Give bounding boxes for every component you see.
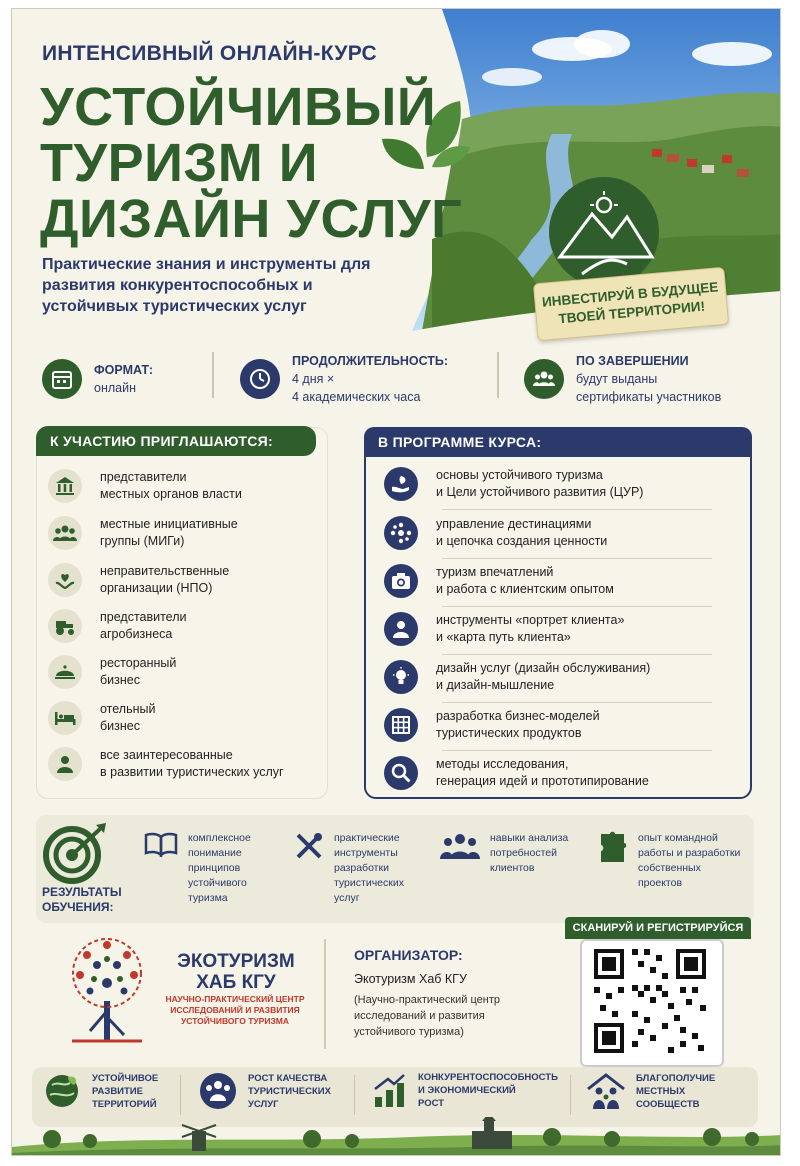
organizer-name: Экотуризм Хаб КГУ: [354, 972, 467, 986]
result-line: услуг: [334, 892, 360, 904]
item-line: неправительственные: [100, 564, 230, 578]
title-line: ДИЗАЙН УСЛУГ: [40, 189, 463, 249]
camera-icon: [384, 564, 418, 598]
result-line: инструменты: [334, 847, 398, 859]
duration-value-2: 4 академических часа: [292, 390, 421, 404]
item-line: основы устойчивого туризма: [436, 468, 603, 482]
item-line: и работа с клиентским опытом: [436, 582, 614, 596]
organizer-description: [354, 992, 544, 1040]
organizer-label: ОРГАНИЗАТОР:: [354, 947, 463, 963]
mountain-emblem-icon: [549, 177, 659, 287]
divider: [180, 1075, 181, 1115]
calendar-icon: [42, 359, 82, 399]
item-line: туристических продуктов: [436, 726, 582, 740]
network-icon: [384, 516, 418, 550]
item-line: ресторанный: [100, 656, 177, 670]
course-title: [40, 79, 462, 247]
list-item: [384, 564, 614, 598]
divider: [442, 702, 712, 703]
item-line: представители: [100, 610, 187, 624]
format-value: онлайн: [94, 381, 136, 395]
course-kicker: ИНТЕНСИВНЫЙ ОНЛАЙН-КУРС: [42, 42, 377, 65]
list-item: [48, 701, 155, 735]
divider: [497, 352, 499, 398]
hub-sub-line: НАУЧНО-ПРАКТИЧЕСКИЙ ЦЕНТР: [165, 994, 305, 1004]
result-line: комплексное: [188, 832, 251, 844]
cloche-icon: [48, 655, 82, 689]
result-line: понимание: [188, 847, 242, 859]
result-item: [598, 831, 740, 891]
hub-title-line: ЭКОТУРИЗМ: [177, 951, 295, 972]
result-line: клиентов: [490, 862, 535, 874]
divider: [442, 750, 712, 751]
hub-title-line: ХАБ КГУ: [196, 972, 276, 993]
list-item: [384, 756, 649, 790]
result-line: практические: [334, 832, 400, 844]
title-line: ТУРИЗМ И: [40, 133, 319, 193]
magnifier-icon: [384, 756, 418, 790]
hub-subtitle: [150, 994, 320, 1027]
item-line: и Цели устойчивого развития (ЦУР): [436, 485, 644, 499]
result-line: туристических: [334, 877, 404, 889]
hub-title: [166, 951, 306, 993]
tractor-icon: [48, 609, 82, 643]
benefit-line: РОСТ КАЧЕСТВА: [248, 1072, 328, 1084]
result-line: туризма: [188, 892, 228, 904]
result-item: [440, 831, 568, 876]
person-icon: [48, 747, 82, 781]
result-line: принципов: [188, 862, 241, 874]
divider: [570, 1075, 571, 1115]
benefit-line: ТУРИСТИЧЕСКИХ: [248, 1085, 331, 1097]
benefit-item: [198, 1071, 331, 1111]
benefit-line: СООБЩЕСТВ: [636, 1098, 700, 1110]
target-icon: [42, 821, 110, 885]
qr-code-image[interactable]: [582, 941, 718, 1061]
benefit-line: КОНКУРЕНТОСПОСОБНОСТЬ: [418, 1072, 558, 1083]
item-line: группы (МИГи): [100, 534, 185, 548]
group-icon: [48, 516, 82, 550]
results-title: [42, 885, 122, 915]
org-desc-line: (Научно-практический центр: [354, 994, 501, 1006]
hero-section: [12, 9, 781, 331]
benefit-item: [586, 1071, 715, 1111]
format-label: ФОРМАТ:: [94, 363, 154, 377]
result-line: навыки анализа: [490, 832, 569, 844]
list-item: [384, 516, 607, 550]
item-line: и «карта путь клиента»: [436, 630, 571, 644]
item-line: разработка бизнес-моделей: [436, 709, 600, 723]
item-line: отельный: [100, 702, 156, 716]
org-desc-line: устойчивого туризма): [354, 1026, 464, 1038]
benefit-line: УСЛУГ: [248, 1098, 279, 1110]
item-line: методы исследования,: [436, 757, 569, 771]
hub-tree-logo: [62, 931, 152, 1049]
result-item: [144, 831, 251, 906]
list-item: [384, 660, 650, 694]
course-subtitle: Практические знания и инструменты для развития конкурентоспособных и устойчивых туристических услуг: [42, 256, 371, 315]
team-icon: [440, 831, 480, 861]
item-line: инструменты «портрет клиента»: [436, 613, 625, 627]
item-line: туризм впечатлений: [436, 565, 554, 579]
user-icon: [384, 612, 418, 646]
result-line: собственных: [638, 862, 701, 874]
divider: [442, 558, 712, 559]
benefit-line: ТЕРРИТОРИЙ: [92, 1098, 157, 1110]
list-item: [48, 469, 242, 503]
item-line: и дизайн-мышление: [436, 678, 555, 692]
duration-info: [240, 349, 448, 409]
book-icon: [144, 831, 178, 857]
heart-hands-icon: [48, 563, 82, 597]
clock-icon: [240, 359, 280, 399]
divider: [442, 509, 712, 510]
item-line: дизайн услуг (дизайн обслуживания): [436, 661, 651, 675]
benefit-item: [372, 1071, 558, 1110]
item-line: организации (НПО): [100, 581, 213, 595]
item-line: бизнес: [100, 719, 140, 733]
results-title-line: РЕЗУЛЬТАТЫ: [42, 885, 122, 899]
benefit-line: УСТОЙЧИВОЕ: [92, 1072, 159, 1084]
village-silhouette: [12, 1117, 781, 1156]
hand-leaf-icon: [384, 467, 418, 501]
result-item: [294, 831, 404, 906]
growth-chart-icon: [372, 1073, 408, 1109]
completion-info: [524, 349, 721, 409]
result-line: работы и разработки: [638, 847, 741, 859]
government-building-icon: [48, 469, 82, 503]
invited-heading: К УЧАСТИЮ ПРИГЛАШАЮТСЯ:: [36, 426, 316, 456]
result-line: устойчивого: [188, 877, 247, 889]
item-line: агробизнеса: [100, 627, 173, 641]
item-line: все заинтересованные: [100, 748, 233, 762]
list-item: [48, 655, 176, 689]
completion-label: ПО ЗАВЕРШЕНИИ: [576, 354, 689, 368]
item-line: генерация идей и прототипирование: [436, 774, 649, 788]
hub-sub-line: УСТОЙЧИВОГО ТУРИЗМА: [180, 1016, 290, 1026]
result-line: потребностей: [490, 847, 557, 859]
item-line: управление дестинациями: [436, 517, 592, 531]
invest-badge: ИНВЕСТИРУЙ В БУДУЩЕЕ ТВОЕЙ ТЕРРИТОРИИ!: [533, 267, 729, 342]
lightbulb-icon: [384, 660, 418, 694]
list-item: [48, 563, 229, 597]
benefit-line: РАЗВИТИЕ: [92, 1085, 143, 1097]
item-line: и цепочка создания ценности: [436, 534, 608, 548]
divider: [354, 1075, 355, 1115]
benefit-line: И ЭКОНОМИЧЕСКИЙ: [418, 1085, 516, 1096]
hub-sub-line: ИССЛЕДОВАНИЙ И РАЗВИТИЯ: [170, 1005, 300, 1015]
benefit-line: МЕСТНЫХ: [636, 1085, 686, 1097]
divider: [324, 939, 326, 1049]
list-item: [48, 609, 187, 643]
qr-label: СКАНИРУЙ И РЕГИСТРИРУЙСЯ: [565, 917, 751, 939]
item-line: бизнес: [100, 673, 140, 687]
divider: [212, 352, 214, 398]
family-home-icon: [586, 1071, 626, 1111]
people-icon: [524, 359, 564, 399]
org-desc-line: исследований и развития: [354, 1010, 485, 1022]
completion-value-1: будут выданы: [576, 372, 658, 386]
benefit-line: БЛАГОПОЛУЧИЕ: [636, 1072, 716, 1084]
list-item: [384, 708, 600, 742]
item-line: местные инициативные: [100, 517, 238, 531]
poster: [11, 8, 781, 1156]
benefit-item: [42, 1071, 158, 1111]
list-item: [48, 747, 284, 781]
program-heading: В ПРОГРАММЕ КУРСА:: [364, 427, 752, 457]
format-info: [42, 349, 153, 409]
divider: [442, 654, 712, 655]
result-line: разработки: [334, 862, 389, 874]
tools-icon: [294, 831, 324, 861]
community-icon: [198, 1071, 238, 1111]
duration-label: ПРОДОЛЖИТЕЛЬНОСТЬ:: [292, 354, 449, 368]
item-line: в развитии туристических услуг: [100, 765, 284, 779]
list-item: [384, 467, 643, 501]
completion-value-2: сертификаты участников: [576, 390, 722, 404]
duration-value-1: 4 дня ×: [292, 372, 335, 386]
list-item: [384, 612, 624, 646]
list-item: [48, 516, 238, 550]
results-title-line: ОБУЧЕНИЯ:: [42, 900, 114, 914]
grid-icon: [384, 708, 418, 742]
result-line: проектов: [638, 877, 683, 889]
bed-icon: [48, 701, 82, 735]
divider: [442, 606, 712, 607]
title-line: УСТОЙЧИВЫЙ: [40, 77, 437, 137]
item-line: представители: [100, 470, 187, 484]
item-line: местных органов власти: [100, 487, 242, 501]
benefit-line: РОСТ: [418, 1098, 445, 1109]
result-line: опыт командной: [638, 832, 718, 844]
globe-leaf-icon: [42, 1071, 82, 1111]
puzzle-icon: [598, 831, 628, 865]
qr-code[interactable]: [580, 939, 724, 1067]
